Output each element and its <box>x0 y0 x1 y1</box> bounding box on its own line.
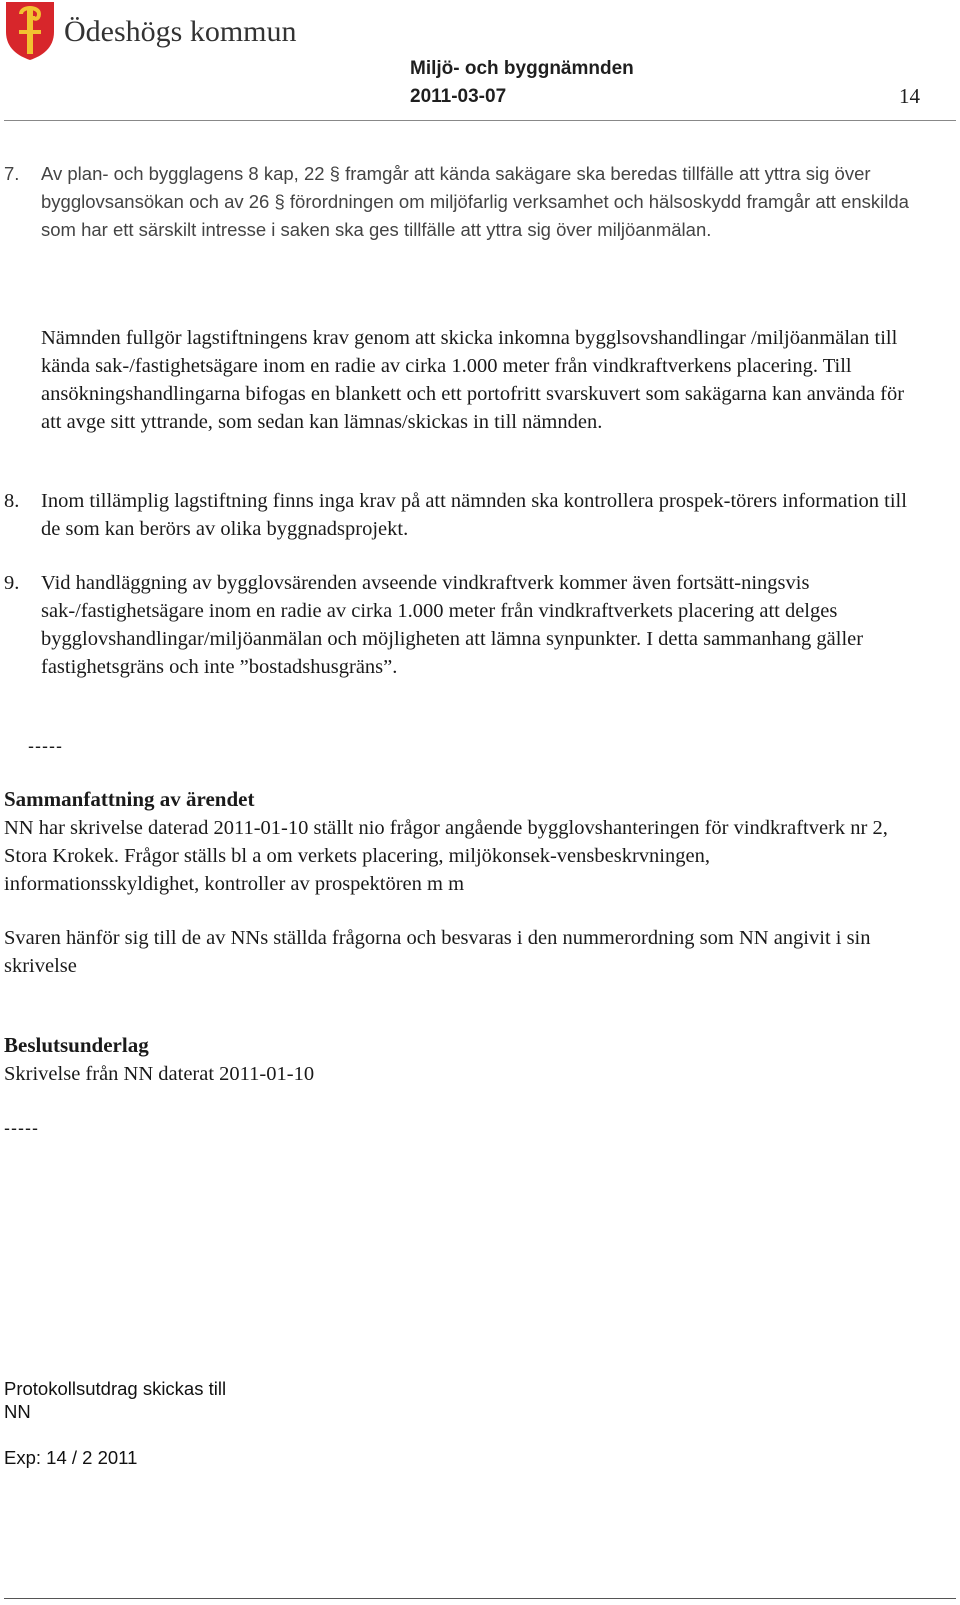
coat-of-arms-icon <box>4 0 58 62</box>
meeting-date: 2011-03-07 <box>410 86 507 107</box>
item-number: 8. <box>4 490 20 512</box>
municipality-name: Ödeshögs kommun <box>64 15 297 48</box>
department-name: Miljö- och byggnämnden <box>410 58 634 79</box>
page-number: 14 <box>899 84 920 108</box>
footer-divider <box>4 1598 956 1599</box>
basis-heading: Beslutsunderlag <box>4 1033 149 1057</box>
item-text: Av plan- och bygglagens 8 kap, 22 § framgår att kända sakägare ska beredas tillfälle att yttra sig över bygglovsansökan och av 26 § förordningen om miljöfarlig verksamhet och hälsoskydd framgår att enskilda som har ett särskilt intresse i saken ska ges tillfälle att yttra sig över miljöanmälan. <box>41 163 909 240</box>
municipality-logo <box>4 0 314 64</box>
separator: ----- <box>28 736 63 756</box>
summary-text: NN har skrivelse daterad 2011-01-10 ställt nio frågor angående bygglovshanteringen för vindkraftverk nr 2, Stora Krokek. Frågor ställs bl a om verkets placering, miljökonsek-vensbeskrvningen, informationsskyldighet, kontroller av prospektören m m <box>4 817 888 895</box>
item-text: Inom tillämplig lagstiftning finns inga krav på att nämnden ska kontrollera prospek-törers information till de som kan berörs av olika byggnadsprojekt. <box>41 490 907 540</box>
item-number: 7. <box>4 163 20 184</box>
item-text: Nämnden fullgör lagstiftningens krav genom att skicka inkomna bygglsovshandlingar /miljöanmälan till kända sak-/fastighetsägare inom en radie av cirka 1.000 meter från vindkraftverkens placering. Till ansökningshandlingarna bifogas en blankett och ett portofritt svarskuvert som sakägarna kan använda för att avge sitt yttrande, som sedan kan lämnas/skickas in till nämnden. <box>41 327 905 433</box>
summary-text-2: Svaren hänför sig till de av NNs ställda frågorna och besvaras i den nummerordning som NN angivit i sin skrivelse <box>4 927 871 977</box>
expedition-note: Exp: 14 / 2 2011 <box>4 1447 138 1468</box>
summary-heading: Sammanfattning av ärendet <box>4 787 255 811</box>
header-divider <box>4 120 956 121</box>
sent-to-label: Protokollsutdrag skickas till <box>4 1378 227 1399</box>
separator: ----- <box>4 1118 39 1138</box>
recipient: NN <box>4 1401 31 1422</box>
item-text: Vid handläggning av bygglovsärenden avseende vindkraftverk kommer även fortsätt-ningsvis sak-/fastighetsägare inom en radie av cirka 1.000 meter från vindkraftverkets placering att delges bygglovshandlingar/miljöanmälan och möjligheten att lämna synpunkter. I detta sammanhang gäller fastighetsgräns och inte ”bostadshusgräns”. <box>41 572 864 678</box>
item-number: 9. <box>4 572 20 594</box>
basis-text: Skrivelse från NN daterat 2011-01-10 <box>4 1063 315 1085</box>
